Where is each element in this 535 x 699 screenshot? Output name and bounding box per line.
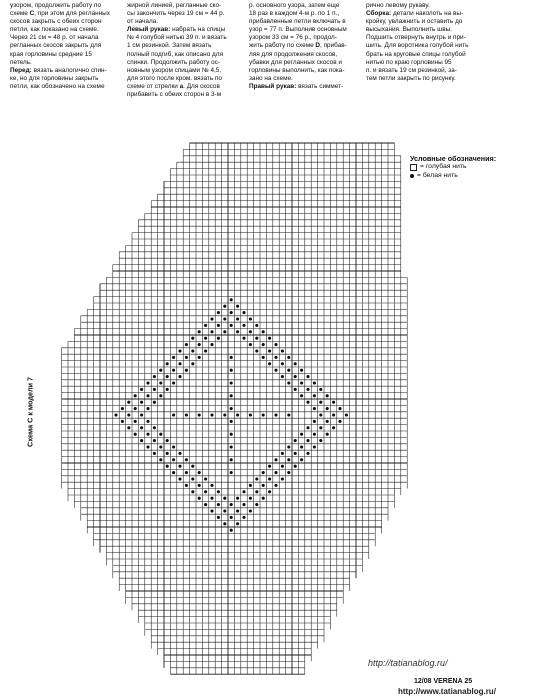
stitch-dot [230,516,233,519]
stitch-dot [319,388,322,391]
text-line: регланных скосов закрыть для [10,42,102,50]
stitch-dot [306,439,309,442]
stitch-dot [204,477,207,480]
text-line: убавки для регланных скосов и [249,58,342,66]
text-line: Через 21 см = 48 р. от начала [10,34,99,42]
stitch-dot [230,311,233,314]
stitch-dot [146,433,149,436]
stitch-dot [204,324,207,327]
text-line: от начала. [127,18,159,26]
stitch-dot [274,369,277,372]
stitch-dot [300,369,303,372]
stitch-dot [198,330,201,333]
text-line: жить работу по схеме D, прибав- [249,42,347,50]
stitch-dot [159,369,162,372]
stitch-dot [294,375,297,378]
text-line: схеме C, при этом для регланных [10,10,110,18]
stitch-dot [178,362,181,365]
stitch-dot [319,401,322,404]
stitch-dot [249,343,252,346]
stitch-dot [306,452,309,455]
stitch-dot [223,522,226,525]
stitch-dot [204,337,207,340]
stitch-dot [249,509,252,512]
stitch-dot [230,356,233,359]
text-line: спинки. Продолжить работу ос- [127,58,221,66]
stitch-dot [217,337,220,340]
stitch-dot [198,413,201,416]
stitch-dot [166,362,169,365]
stitch-dot [326,420,329,423]
stitch-dot [153,375,156,378]
stitch-dot [146,394,149,397]
stitch-dot [313,394,316,397]
stitch-dot [274,471,277,474]
stitch-dot [223,497,226,500]
stitch-dot [191,465,194,468]
stitch-dot [230,458,233,461]
stitch-dot [300,394,303,397]
stitch-dot [306,375,309,378]
text-line: скосов закрыть с обеих сторон [10,18,102,26]
stitch-dot [198,484,201,487]
text-line: брать на круговые спицы голубой [366,50,466,58]
text-line: п. и вязать 19 см резинкой, за- [366,66,457,74]
stitch-dot [210,497,213,500]
text-line: жирной линией, регланные ско- [127,2,222,9]
stitch-dot [230,369,233,372]
stitch-dot [166,388,169,391]
stitch-dot [172,356,175,359]
stitch-dot [172,458,175,461]
stitch-dot [166,452,169,455]
stitch-dot [287,471,290,474]
stitch-dot [300,445,303,448]
text-line: р. основного узора, затем еще [249,2,340,9]
stitch-dot [287,356,290,359]
stitch-dot [268,490,271,493]
stitch-dot [230,503,233,506]
stitch-dot [306,426,309,429]
stitch-dot [242,503,245,506]
stitch-dot [319,439,322,442]
stitch-dot [210,343,213,346]
text-line: узором 33 см = 76 р., продол- [249,34,337,42]
stitch-dot [204,490,207,493]
stitch-dot [127,401,130,404]
stitch-dot [294,362,297,365]
text-line: ке, но для горловины закрыть [10,74,99,82]
stitch-dot [166,465,169,468]
stitch-dot [262,330,265,333]
stitch-dot [281,477,284,480]
stitch-dot [281,452,284,455]
stitch-dot [153,426,156,429]
stitch-dot [255,324,258,327]
stitch-dot [255,477,258,480]
watermark-text: http://tatianablog.ru/ [368,658,448,668]
stitch-dot [153,439,156,442]
stitch-dot [236,305,239,308]
stitch-dot [185,413,188,416]
stitch-dot [262,471,265,474]
legend-label: = голубая нить [420,163,467,171]
stitch-dot [159,433,162,436]
stitch-dot [338,407,341,410]
chart-side-label: Схема C к модели 7 [25,377,35,447]
text-line: узором, продолжить работу по [10,2,102,9]
stitch-dot [166,375,169,378]
stitch-dot [230,381,233,384]
stitch-dot [255,337,258,340]
stitch-dot [178,375,181,378]
empty-square-icon [410,164,417,171]
stitch-dot [223,330,226,333]
stitch-dot [332,401,335,404]
text-line: Подшить отвернуть внутрь и при- [366,34,466,42]
stitch-dot [210,413,213,416]
stitch-dot [204,503,207,506]
stitch-dot [230,471,233,474]
stitch-dot [300,458,303,461]
stitch-dot [185,458,188,461]
stitch-dot [191,362,194,365]
stitch-dot [236,330,239,333]
stitch-dot [159,458,162,461]
stitch-dot [236,509,239,512]
stitch-dot [210,330,213,333]
stitch-dot [249,497,252,500]
stitch-dot [268,362,271,365]
text-line: 1 см резинкой. Затем вязать [127,42,212,50]
text-line: Сборка: детали наколоть на вы- [366,10,464,18]
stitch-dot [140,413,143,416]
footer-url: http://www.tatianablog.ru/ [398,687,496,696]
stitch-dot [326,407,329,410]
stitch-dot [223,413,226,416]
stitch-dot [281,465,284,468]
stitch-dot [210,317,213,320]
legend-item-blue [410,163,496,171]
stitch-dot [313,381,316,384]
stitch-dot [313,407,316,410]
stitch-dot [198,497,201,500]
stitch-dot [230,420,233,423]
stitch-dot [217,516,220,519]
stitch-dot [306,388,309,391]
stitch-dot [287,369,290,372]
stitch-dot [274,356,277,359]
stitch-dot [172,471,175,474]
text-line: прибавить с обеих сторон в 3-м [127,91,222,99]
stitch-dot [326,394,329,397]
stitch-dot [172,445,175,448]
stitch-dot [191,349,194,352]
stitch-dot [121,420,124,423]
stitch-dot [217,490,220,493]
stitch-dot [178,477,181,480]
stitch-dot [146,420,149,423]
stitch-dot [281,375,284,378]
stitch-dot [185,369,188,372]
stitch-dot [242,324,245,327]
text-line: зано на схеме. [249,74,293,82]
stitch-dot [230,433,233,436]
stitch-dot [204,349,207,352]
text-line: сы закончить через 19 см = 44 р. [127,10,225,18]
stitch-dot [332,413,335,416]
stitch-dot [255,349,258,352]
text-line: № 4 голубой нитью 39 п. и вязать [127,34,227,42]
stitch-dot [153,388,156,391]
stitch-dot [262,356,265,359]
legend [410,155,496,180]
stitch-dot [274,458,277,461]
stitch-dot [217,311,220,314]
stitch-dot [140,426,143,429]
stitch-dot [230,394,233,397]
stitch-dot [345,413,348,416]
stitch-dot [217,324,220,327]
text-line: схеме от стрелки a. Для скосов [127,82,220,90]
stitch-dot [134,420,137,423]
text-line: ляя для продолжения скосов, [249,50,338,58]
stitch-dot [185,484,188,487]
text-line: рично левому рукаву. [366,2,430,9]
text-line: края горловины средние 15 [10,50,92,58]
stitch-dot [223,509,226,512]
stitch-dot [210,484,213,487]
stitch-dot [306,401,309,404]
stitch-dot [223,305,226,308]
stitch-dot [287,445,290,448]
stitch-dot [159,394,162,397]
stitch-dot [134,433,137,436]
stitch-dot [198,471,201,474]
stitch-dot [198,356,201,359]
text-line: петель. [10,58,32,66]
stitch-dot [172,369,175,372]
stitch-dot [185,471,188,474]
stitch-dot [127,426,130,429]
stitch-dot [134,407,137,410]
stitch-dot [255,503,258,506]
text-line: тем петли закрыть по рисунку. [366,74,456,82]
footer-page: 12/08 VERENA 25 [414,678,473,685]
legend-item-white [410,172,496,180]
stitch-dot [223,317,226,320]
stitch-dot [127,413,130,416]
chart-grid [62,143,408,674]
stitch-dot [242,516,245,519]
stitch-dot [198,343,201,346]
stitch-dot [236,413,239,416]
text-line: Левый рукав: набрать на спицы [127,26,226,34]
stitch-dot [140,439,143,442]
stitch-dot [268,349,271,352]
stitch-dot [313,433,316,436]
stitch-dot [172,413,175,416]
stitch-dot [178,452,181,455]
stitch-dot [249,484,252,487]
text-line: высыхания. Выполнить швы. [366,26,453,34]
text-line: петли, как обозначено на схеме [10,82,105,90]
stitch-dot [230,407,233,410]
stitch-dot [134,394,137,397]
stitch-dot [159,381,162,384]
stitch-dot [140,401,143,404]
stitch-dot [236,317,239,320]
stitch-dot [166,439,169,442]
stitch-dot [262,497,265,500]
text-line: шить. Для воротника голубой нить [366,42,469,50]
stitch-dot [159,445,162,448]
text-line: кройку, увлажнить и оставить до [366,18,463,26]
stitch-dot [319,426,322,429]
legend-label: = белая нить [417,171,458,179]
stitch-dot [230,324,233,327]
stitch-dot [185,356,188,359]
text-line: полный подгиб, как описано для [127,50,223,58]
stitch-dot [146,445,149,448]
text-line: новным узором спицами № 4,5, [127,66,222,74]
stitch-dot [236,497,239,500]
stitch-dot [287,458,290,461]
stitch-dot [236,522,239,525]
chart-dots [114,298,348,532]
stitch-dot [294,452,297,455]
stitch-dot [140,388,143,391]
stitch-dot [281,349,284,352]
stitch-dot [146,407,149,410]
stitch-dot [185,343,188,346]
stitch-dot [242,337,245,340]
text-line: горловины выполнить, как пока- [249,66,345,74]
stitch-dot [210,509,213,512]
stitch-dot [287,413,290,416]
stitch-dot [300,381,303,384]
stitch-dot [332,426,335,429]
stitch-dot [153,401,156,404]
stitch-dot [153,452,156,455]
stitch-dot [178,349,181,352]
stitch-dot [326,433,329,436]
stitch-dot [249,317,252,320]
text-line: узор = 77 п. Выполнив основным [249,26,347,34]
text-line: прибавленные петли включать в [249,18,346,26]
stitch-dot [217,503,220,506]
stitch-dot [274,343,277,346]
stitch-dot [287,381,290,384]
stitch-dot [230,445,233,448]
text-line: 18 раз в каждом 4-м р. по 1 п., [249,10,340,18]
stitch-dot [294,388,297,391]
text-line: Правый рукав: вязать симмет- [249,82,344,90]
stitch-dot [274,484,277,487]
text-line: петли, как показано на схеме. [10,26,99,34]
stitch-dot [262,413,265,416]
legend-title: Условные обозначения: [410,154,497,163]
stitch-dot [114,413,117,416]
stitch-dot [313,445,316,448]
stitch-dot [249,330,252,333]
stitch-dot [319,413,322,416]
stitch-dot [191,490,194,493]
stitch-dot [230,529,233,532]
stitch-dot [178,465,181,468]
text-line: для этого после кром. вязать по [127,74,223,82]
stitch-dot [242,311,245,314]
text-line: нитью по краю горловины 95 [366,58,452,66]
stitch-dot [281,362,284,365]
stitch-dot [255,490,258,493]
stitch-dot [274,413,277,416]
stitch-dot [191,477,194,480]
stitch-dot [242,490,245,493]
stitch-dot [268,337,271,340]
stitch-dot [121,407,124,410]
stitch-dot [294,465,297,468]
stitch-dot [338,420,341,423]
stitch-dot [262,484,265,487]
stitch-dot [230,298,233,301]
stitch-dot [172,381,175,384]
text-line: Перед: вязать аналогично спин- [10,66,107,74]
stitch-dot [146,381,149,384]
stitch-dot [249,413,252,416]
stitch-dot [300,433,303,436]
stitch-dot [313,420,316,423]
stitch-dot [294,439,297,442]
stitch-dot [262,343,265,346]
stitch-dot [268,477,271,480]
dot-icon [410,174,414,178]
stitch-dot [191,337,194,340]
stitch-dot [268,465,271,468]
